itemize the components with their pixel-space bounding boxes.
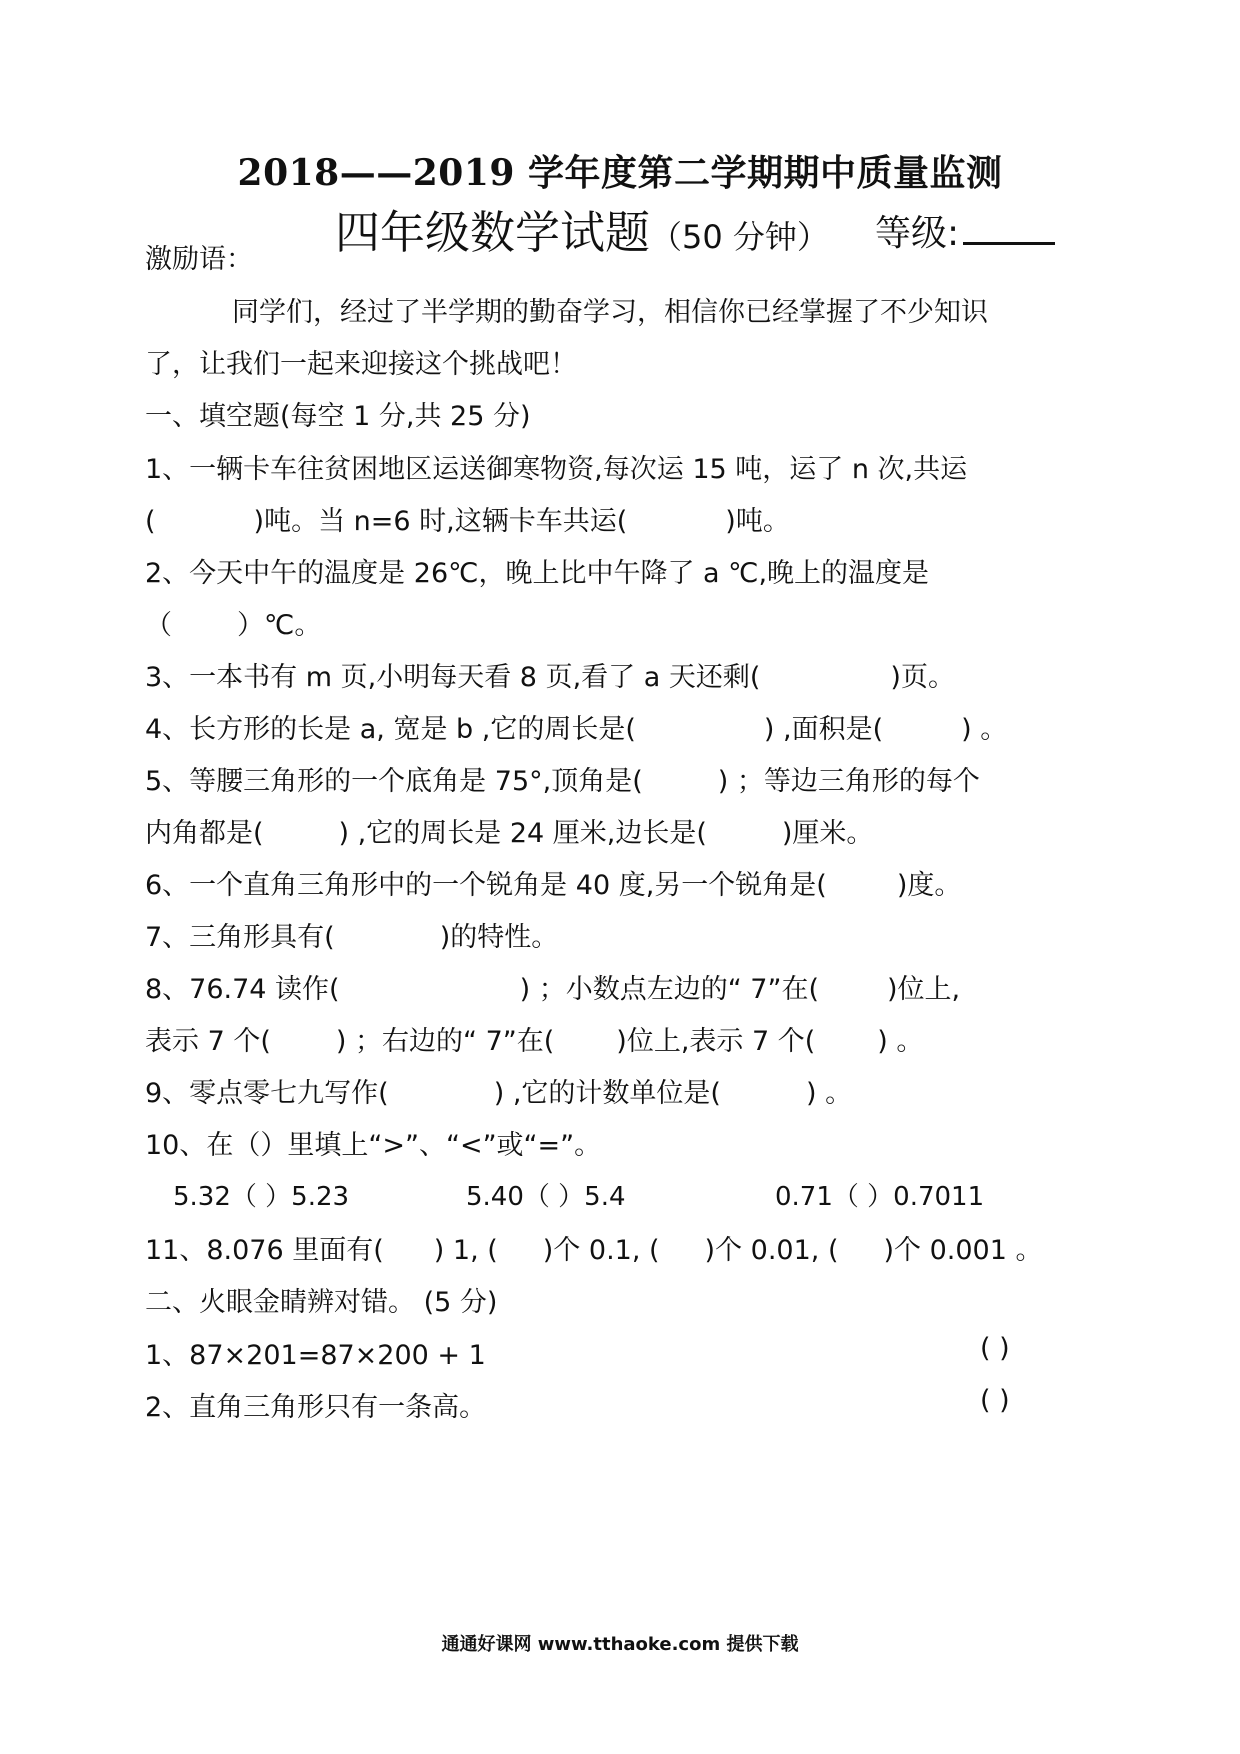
question-6: 6、一个直角三角形中的一个锐角是 40 度,另一个锐角是( )度。: [145, 870, 962, 901]
question-2-line-2: （ ）℃。: [145, 610, 322, 641]
section1-heading: 一、填空题(每空 1 分,共 25 分): [145, 401, 531, 432]
question-9: 9、零点零七九写作( ) ,它的计数单位是( ) 。: [145, 1078, 853, 1109]
judge-question-1: 1、87×201=87×200 + 1: [145, 1340, 486, 1371]
subtitle-main: 四年级数学试题: [335, 206, 651, 259]
question-10: 10、在（）里填上“>”、“<”或“=”。: [145, 1130, 602, 1161]
judge-question-2: 2、直角三角形只有一条高。: [145, 1392, 487, 1423]
footer-source: 通通好课网 www.tthaoke.com 提供下载: [441, 1634, 799, 1655]
exam-title: 2018——2019 学年度第二学期期中质量监测: [237, 152, 1003, 194]
intro-line-1: 同学们，经过了半学期的勤奋学习，相信你已经掌握了不少知识: [232, 297, 988, 328]
intro-label: 激励语：: [145, 244, 253, 275]
judge-answer-1[interactable]: ( ): [980, 1333, 1010, 1364]
question-2-line-1: 2、今天中午的温度是 26℃，晚上比中午降了 a ℃,晚上的温度是: [145, 558, 930, 589]
section2-heading: 二、火眼金睛辨对错。 (5 分): [145, 1287, 498, 1318]
question-4: 4、长方形的长是 a, 宽是 b ,它的周长是( ) ,面积是( ) 。: [145, 714, 1008, 745]
grade-field: [875, 205, 1055, 256]
judge-answer-2[interactable]: ( ): [980, 1385, 1010, 1416]
exam-subtitle: [335, 196, 829, 261]
question-5-line-2: 内角都是( ) ,它的周长是 24 厘米,边长是( )厘米。: [145, 818, 874, 849]
question-7: 7、三角形具有( )的特性。: [145, 922, 559, 953]
intro-line-2: 了，让我们一起来迎接这个挑战吧！: [145, 349, 577, 380]
question-3: 3、一本书有 m 页,小明每天看 8 页,看了 a 天还剩( )页。: [145, 662, 955, 693]
question-5-line-1: 5、等腰三角形的一个底角是 75°,顶角是( ) ；等边三角形的每个: [145, 766, 980, 797]
question-11: 11、8.076 里面有( ) 1, ( )个 0.1, ( )个 0.01, ( )个 0.001 。: [145, 1235, 1043, 1266]
grade-label: 等级:: [875, 213, 960, 254]
compare-item-1[interactable]: 5.32（ ）5.23: [173, 1182, 350, 1212]
compare-item-3[interactable]: 0.71（ ）0.7011: [775, 1182, 985, 1212]
question-8-line-1: 8、76.74 读作( ) ；小数点左边的“ 7”在( )位上,: [145, 974, 961, 1005]
question-1-line-1: 1、一辆卡车往贫困地区运送御寒物资,每次运 15 吨，运了 n 次,共运: [145, 454, 968, 485]
question-1-line-2: ( )吨。当 n=6 时,这辆卡车共运( )吨。: [145, 506, 790, 537]
compare-item-2[interactable]: 5.40（ ）5.4: [466, 1182, 626, 1212]
grade-blank[interactable]: [963, 212, 1055, 245]
subtitle-time: （50 分钟）: [650, 218, 829, 256]
question-8-line-2: 表示 7 个( ) ；右边的“ 7”在( )位上,表示 7 个( ) 。: [145, 1026, 924, 1057]
